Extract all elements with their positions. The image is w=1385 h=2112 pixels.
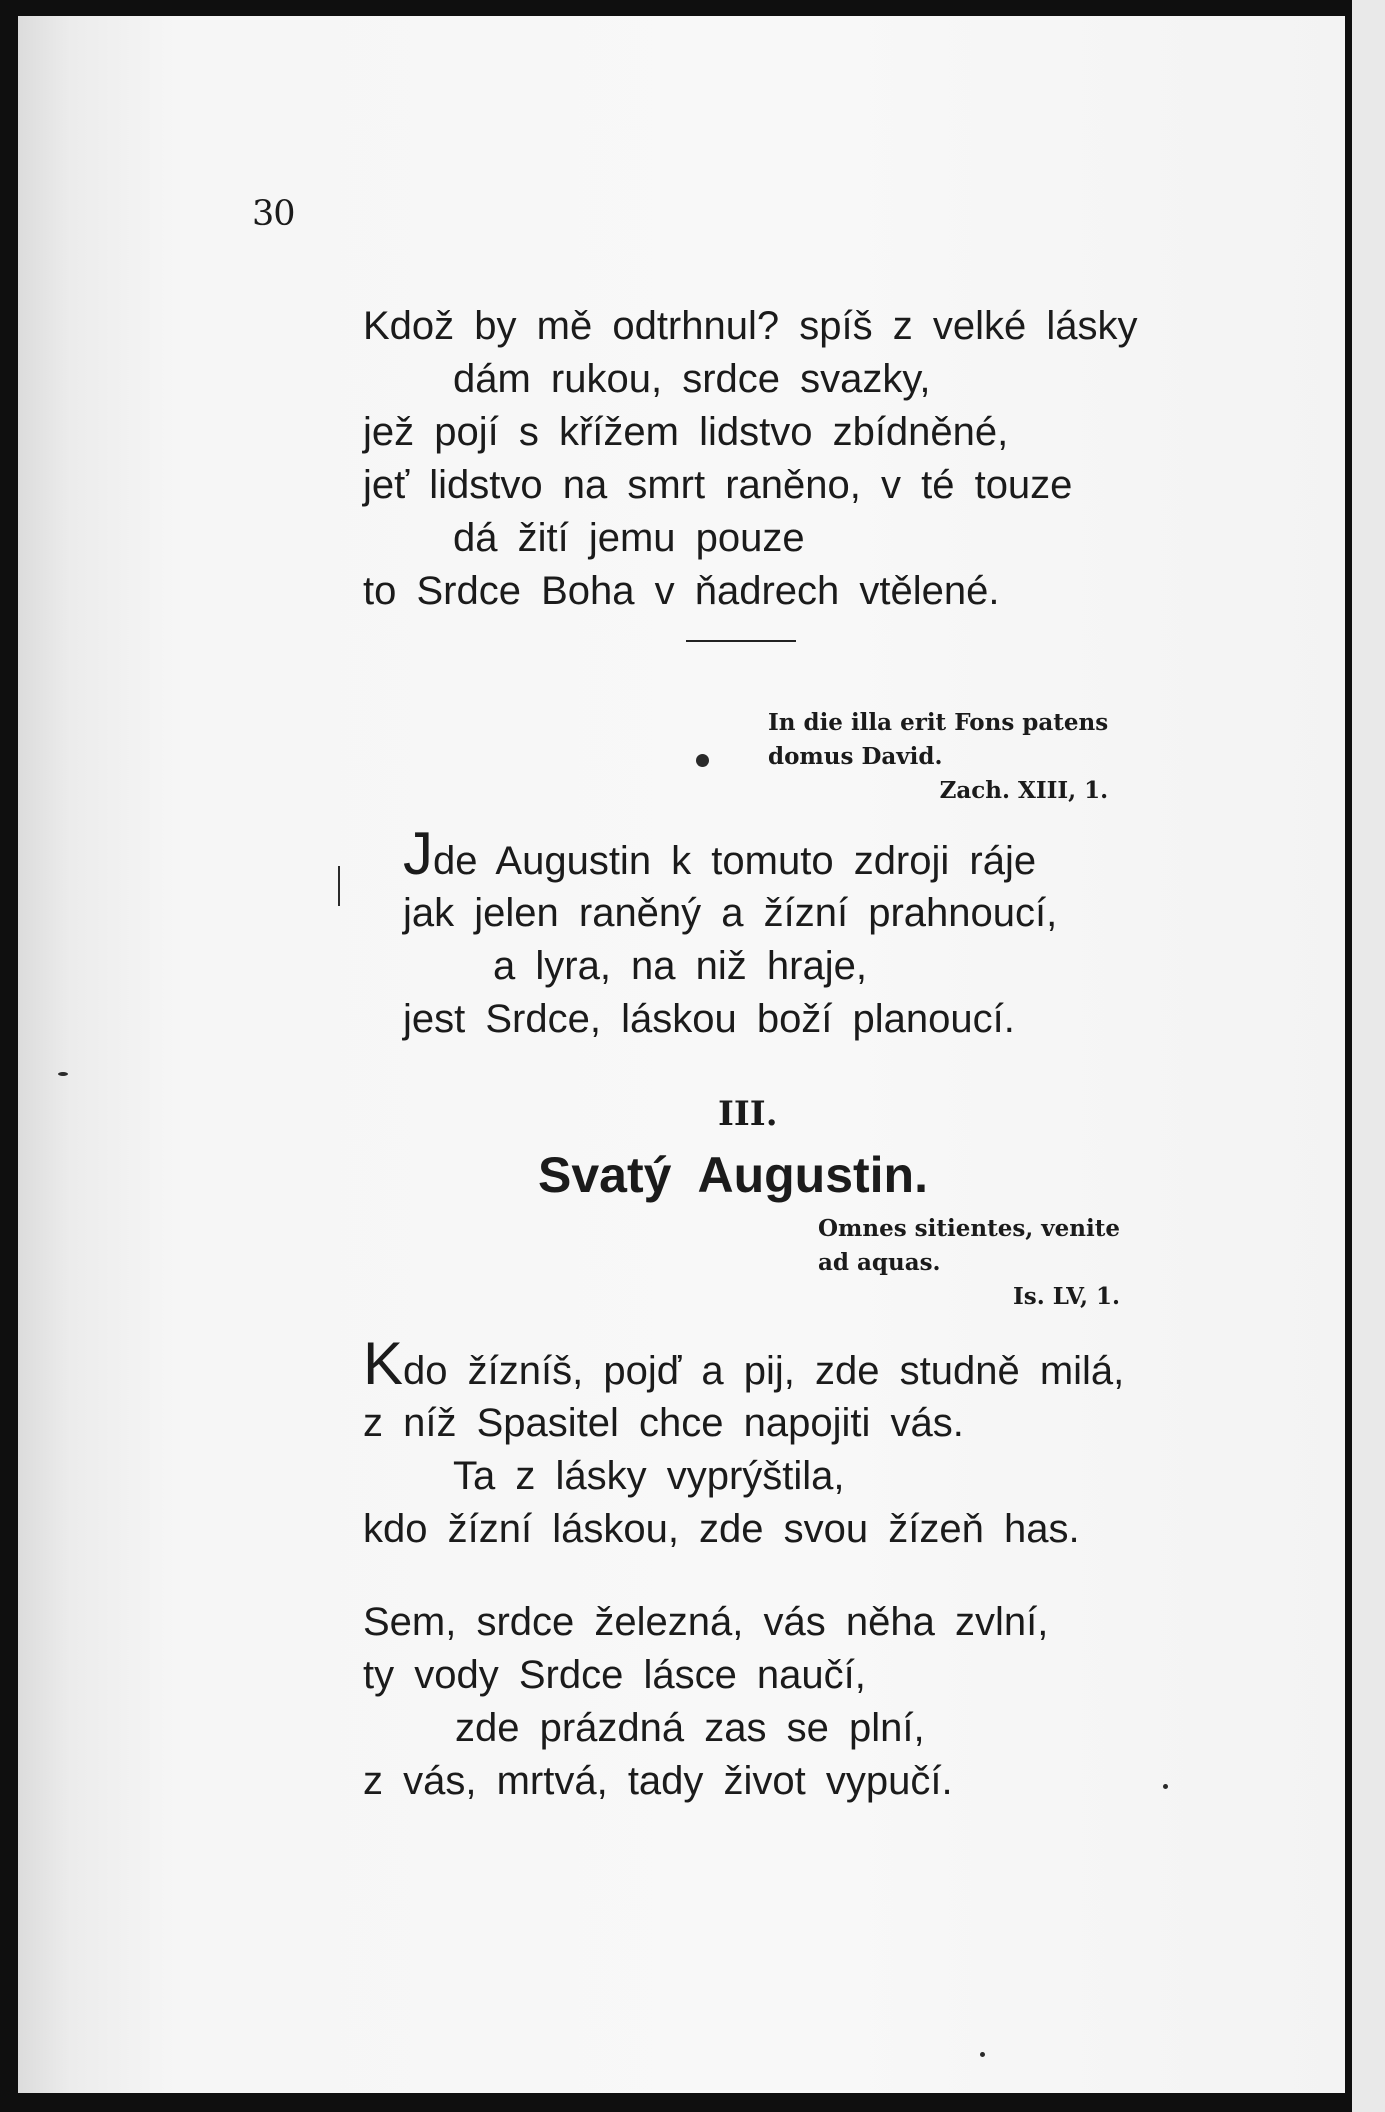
epigraph-source: Zach. XIII, 1. [939,777,1109,804]
verse-line: ty vody Srdce lásce naučí, [363,1653,866,1697]
epigraph-line: domus David. [768,743,943,770]
stanza-3 [363,1330,1125,1556]
verse-line-first [403,820,1057,887]
pencil-mark [338,866,340,906]
verse-line: z níž Spasitel chce napojiti vás. [363,1401,964,1445]
drop-initial: K [363,1330,404,1397]
epigraph-line: Omnes sitientes, venite [818,1215,1121,1242]
verse-line: kdo žízní láskou, zde svou žízeň has. [363,1507,1080,1551]
section-title: Svatý Augustin. [538,1147,928,1203]
verse-line: dá žití jemu pouze [453,516,805,560]
section-divider [686,640,796,642]
stanza-2 [403,820,1058,1046]
verse-line: zde prázdná zas se plní, [455,1706,925,1750]
verse-line: to Srdce Boha v ňadrech vtělené. [363,569,1000,613]
verse-line-rest: de Augustin k tomuto zdroji ráje [433,839,1037,883]
verse-line: jeť lidstvo na smrt raněno, v té touze [363,463,1073,507]
verse-line-rest: do žízníš, pojď a pij, zde studně milá, [403,1349,1125,1393]
verse-line: jak jelen raněný a žízní prahnoucí, [403,891,1058,935]
section-number: III. [718,1094,778,1134]
next-page-edge [1352,0,1385,2112]
scan-speck [980,2052,985,2057]
verse-line: jež pojí s křížem lidstvo zbídněné, [363,410,1009,454]
scan-speck [58,1072,68,1076]
epigraph-zach [768,706,1108,808]
page-number: 30 [252,194,295,234]
verse-line: Sem, srdce železná, vás něha zvlní, [363,1600,1049,1644]
scan-speck [1163,1784,1168,1789]
verse-line: Kdož by mě odtrhnul? spíš z velké lásky [363,304,1138,348]
drop-initial: J [403,820,433,887]
verse-line: jest Srdce, láskou boží planoucí. [403,997,1015,1041]
stanza-4 [363,1596,1048,1808]
epigraph-line: In die illa erit Fons patens [768,709,1109,736]
epigraph-source: Is. LV, 1. [1013,1283,1121,1310]
epigraph-isaiah [818,1212,1120,1314]
book-page [18,16,1345,2093]
verse-line: dám rukou, srdce svazky, [453,357,931,401]
verse-line: z vás, mrtvá, tady život vypučí. [363,1759,953,1803]
verse-line: a lyra, na niž hraje, [493,944,867,988]
ink-dot [696,754,709,767]
verse-line-first [363,1330,1125,1397]
epigraph-line: ad aquas. [818,1249,941,1276]
verse-line: Ta z lásky vyprýštila, [453,1454,845,1498]
stanza-1 [363,300,1137,618]
